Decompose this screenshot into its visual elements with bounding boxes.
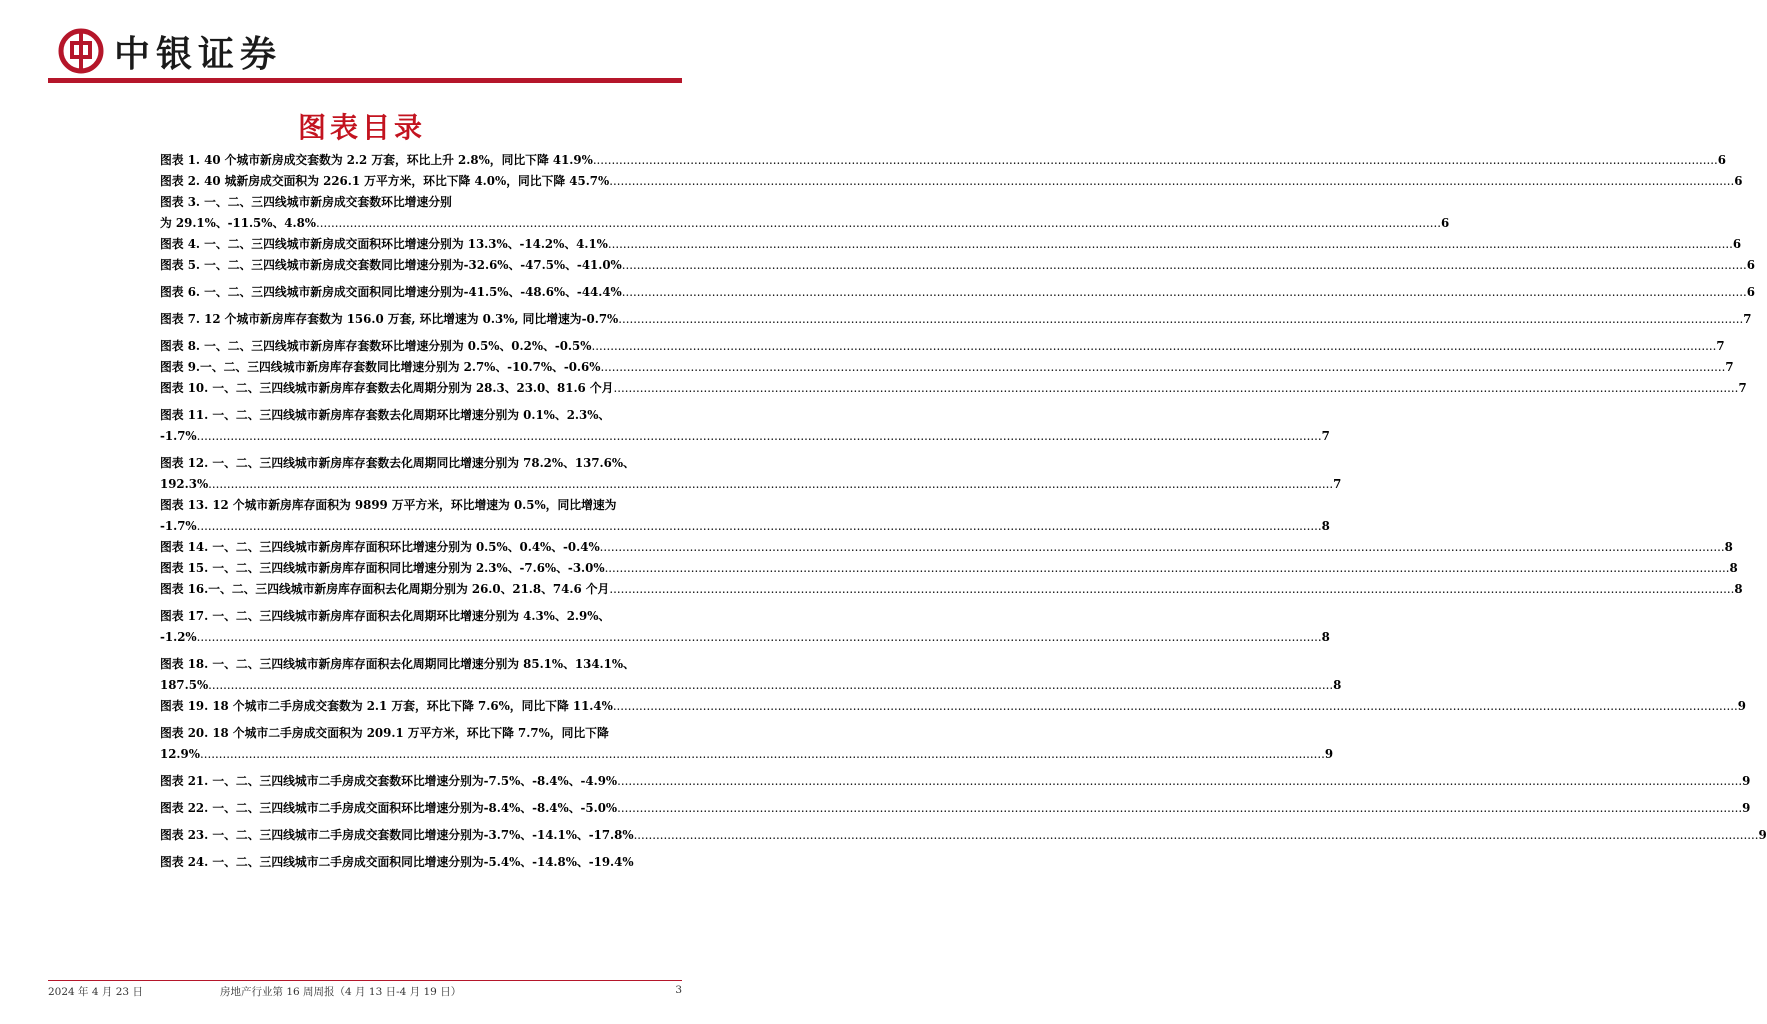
toc-entry[interactable] <box>160 150 1726 171</box>
toc-title: 图表目录 <box>297 111 426 144</box>
brand-name: 中银证券 <box>114 34 283 75</box>
dot-leader: ............................................................................................................................................................................................................................................................................................................ <box>591 339 1717 353</box>
toc-entry[interactable] <box>160 537 1733 558</box>
toc-entry-label: 图表 18. 一、二、三四线城市新房库存面积去化周期同比增速分别为 85.1%、134.1%、 <box>160 657 635 671</box>
page-footer <box>48 984 682 1002</box>
toc-entry-page: 8 <box>1729 561 1738 575</box>
dot-leader: ............................................................................................................................................................................................................................................................................................................ <box>612 699 1738 713</box>
toc-entry[interactable] <box>160 234 1742 255</box>
toc-entry-label: 图表 12. 一、二、三四线城市新房库存套数去化周期同比增速分别为 78.2%、137.6%、 <box>160 456 635 470</box>
dot-leader: ............................................................................................................................................................................................................................................................................................................ <box>208 477 1334 491</box>
toc-entry-page: 6 <box>1746 258 1755 272</box>
toc-entry[interactable] <box>160 798 1751 819</box>
toc-entry-page: 7 <box>1716 339 1725 353</box>
toc-entry[interactable] <box>160 558 1738 579</box>
toc-entry-page: 7 <box>1725 360 1734 374</box>
toc-entry-page: 9 <box>1324 747 1334 761</box>
toc-entry-label: 图表 14. 一、二、三四线城市新房库存面积环比增速分别为 0.5%、0.4%、-0.4% <box>160 540 600 554</box>
toc-entry[interactable] <box>160 336 1725 357</box>
toc-entry[interactable] <box>160 579 1743 600</box>
toc-entry-page: 6 <box>1717 153 1726 167</box>
dot-leader: ............................................................................................................................................................................................................................................................................................................ <box>316 216 1441 230</box>
toc-entry-label: 图表 8. 一、二、三四线城市新房库存套数环比增速分别为 0.5%、0.2%、-0.5% <box>160 339 592 353</box>
toc-entry[interactable] <box>160 723 1334 765</box>
bank-of-china-logo-icon <box>58 28 104 74</box>
toc-entry-label: 图表 17. 一、二、三四线城市新房库存面积去化周期环比增速分别为 4.3%、2.9%、 <box>160 609 611 623</box>
toc-entry-label: 图表 3. 一、二、三四线城市新房成交套数环比增速分别 <box>160 195 452 209</box>
toc-entry-page: 7 <box>1321 429 1330 443</box>
toc-entry-label: 图表 23. 一、二、三四线城市二手房成交套数同比增速分别为-3.7%、-14.1%、-17.8% <box>160 828 634 842</box>
toc-entry-page: 9 <box>1742 801 1751 815</box>
footer-page-number: 3 <box>675 984 682 996</box>
toc-entry-label: 图表 20. 18 个城市二手房成交面积为 209.1 万平方米，环比下降 7.7%，同比下降 <box>160 726 609 740</box>
toc-entry[interactable] <box>160 282 1755 303</box>
dot-leader: ............................................................................................................................................................................................................................................................................................................ <box>609 582 1735 596</box>
toc-entry-continuation: -1.7% <box>160 429 197 443</box>
dot-leader: ............................................................................................................................................................................................................................................................................................................ <box>617 801 1743 815</box>
footer-report-title: 房地产行业第 16 周周报（4 月 13 日-4 月 19 日） <box>220 986 462 998</box>
toc-entry[interactable] <box>160 357 1734 378</box>
toc-entry[interactable] <box>160 495 1330 537</box>
dot-leader: ............................................................................................................................................................................................................................................................................................................ <box>609 174 1735 188</box>
dot-leader: ............................................................................................................................................................................................................................................................................................................ <box>604 561 1730 575</box>
toc-entry-page: 6 <box>1734 174 1743 188</box>
toc-entry-page: 7 <box>1743 312 1752 326</box>
toc-entry-page: 8 <box>1321 630 1330 644</box>
toc-entry-label: 图表 1. 40 个城市新房成交套数为 2.2 万套，环比上升 2.8%，同比下降 41.9% <box>160 153 593 167</box>
toc-entry-label: 图表 24. 一、二、三四线城市二手房成交面积同比增速分别为-5.4%、-14.8%、-19.4% <box>160 855 634 869</box>
footer-date: 2024 年 4 月 23 日 <box>48 986 143 998</box>
toc-entry-page: 8 <box>1333 678 1342 692</box>
toc-entry-page: 8 <box>1321 519 1330 533</box>
toc-entry[interactable] <box>160 192 1450 234</box>
dot-leader: ............................................................................................................................................................................................................................................................................................................ <box>196 519 1322 533</box>
toc-entry-page: 6 <box>1440 216 1450 230</box>
toc-entry[interactable] <box>160 825 1767 846</box>
toc-entry[interactable] <box>160 378 1747 399</box>
toc-entry[interactable] <box>160 255 1755 276</box>
toc-entry[interactable] <box>160 771 1751 792</box>
toc-entry-page: 6 <box>1746 285 1755 299</box>
toc-entry[interactable] <box>160 453 1342 495</box>
toc-entry-label: 图表 2. 40 城新房成交面积为 226.1 万平方米，环比下降 4.0%，同比下降 45.7% <box>160 174 610 188</box>
toc-entry-label: 图表 11. 一、二、三四线城市新房库存套数去化周期环比增速分别为 0.1%、2.3%、 <box>160 408 611 422</box>
toc-entry[interactable] <box>160 654 1342 696</box>
toc-entry[interactable] <box>160 852 684 873</box>
toc-entry-page: 8 <box>1724 540 1733 554</box>
header-divider <box>48 78 682 83</box>
page-header <box>0 0 724 90</box>
toc-entry-label: 图表 10. 一、二、三四线城市新房库存套数去化周期分别为 28.3、23.0、81.6 个月 <box>160 381 614 395</box>
toc-entry-continuation: -1.7% <box>160 519 197 533</box>
toc-entry-continuation: 12.9% <box>160 747 200 761</box>
dot-leader: ............................................................................................................................................................................................................................................................................................................ <box>613 381 1739 395</box>
toc-entry-page: 9 <box>1742 774 1751 788</box>
toc-entry-label: 图表 4. 一、二、三四线城市新房成交面积环比增速分别为 13.3%、-14.2%、4.1% <box>160 237 608 251</box>
toc-entry[interactable] <box>160 171 1743 192</box>
table-of-figures <box>160 150 1767 873</box>
dot-leader: ............................................................................................................................................................................................................................................................................................................ <box>600 360 1726 374</box>
toc-entry-continuation: 192.3% <box>160 477 209 491</box>
toc-entry-label: 图表 7. 12 个城市新房库存套数为 156.0 万套, 环比增速为 0.3%, 同比增速为-0.7% <box>160 312 619 326</box>
toc-entry-label: 图表 9.一、二、三四线城市新房库存套数同比增速分别为 2.7%、-10.7%、-0.6% <box>160 360 601 374</box>
dot-leader: ............................................................................................................................................................................................................................................................................................................ <box>607 237 1733 251</box>
toc-entry-continuation: -1.2% <box>160 630 197 644</box>
toc-entry-continuation: 187.5% <box>160 678 209 692</box>
toc-entry-label: 图表 6. 一、二、三四线城市新房成交面积同比增速分别为-41.5%、-48.6%、-44.4% <box>160 285 622 299</box>
dot-leader: ............................................................................................................................................................................................................................................................................................................ <box>617 774 1743 788</box>
toc-entry[interactable] <box>160 405 1330 447</box>
toc-entry-page: 8 <box>1734 582 1743 596</box>
toc-entry[interactable] <box>160 606 1330 648</box>
toc-entry-page: 6 <box>1732 237 1742 251</box>
toc-entry-page: 7 <box>1738 381 1747 395</box>
toc-entry-label: 图表 13. 12 个城市新房库存面积为 9899 万平方米，环比增速为 0.5%，同比增速为 <box>160 498 617 512</box>
toc-entry-continuation: 为 29.1%、-11.5%、4.8% <box>160 216 317 230</box>
toc-entry-label: 图表 22. 一、二、三四线城市二手房成交面积环比增速分别为-8.4%、-8.4%、-5.0% <box>160 801 618 815</box>
toc-entry-page: 7 <box>1333 477 1342 491</box>
dot-leader: ............................................................................................................................................................................................................................................................................................................ <box>199 747 1325 761</box>
dot-leader: ............................................................................................................................................................................................................................................................................................................ <box>621 285 1747 299</box>
dot-leader: ............................................................................................................................................................................................................................................................................................................ <box>621 258 1747 272</box>
toc-entry-page: 9 <box>1758 828 1767 842</box>
dot-leader: ............................................................................................................................................................................................................................................................................................................ <box>633 828 1759 842</box>
dot-leader: ............................................................................................................................................................................................................................................................................................................ <box>196 630 1322 644</box>
footer-divider <box>48 980 682 981</box>
toc-entry-label: 图表 5. 一、二、三四线城市新房成交套数同比增速分别为-32.6%、-47.5%、-41.0% <box>160 258 622 272</box>
toc-entry-label: 图表 16.一、二、三四线城市新房库存面积去化周期分别为 26.0、21.8、74.6 个月 <box>160 582 610 596</box>
toc-entry-label: 图表 21. 一、二、三四线城市二手房成交套数环比增速分别为-7.5%、-8.4%、-4.9% <box>160 774 618 788</box>
toc-entry-label: 图表 15. 一、二、三四线城市新房库存面积同比增速分别为 2.3%、-7.6%、-3.0% <box>160 561 605 575</box>
dot-leader: ............................................................................................................................................................................................................................................................................................................ <box>618 312 1744 326</box>
toc-entry-label: 图表 19. 18 个城市二手房成交套数为 2.1 万套，环比下降 7.6%，同比下降 11.4% <box>160 699 613 713</box>
dot-leader: ............................................................................................................................................................................................................................................................................................................ <box>196 429 1322 443</box>
dot-leader: ............................................................................................................................................................................................................................................................................................................ <box>599 540 1725 554</box>
toc-entry[interactable] <box>160 696 1746 717</box>
toc-entry-page: 9 <box>1737 699 1746 713</box>
toc-entry[interactable] <box>160 309 1752 330</box>
dot-leader: ............................................................................................................................................................................................................................................................................................................ <box>208 678 1334 692</box>
dot-leader: ............................................................................................................................................................................................................................................................................................................ <box>592 153 1718 167</box>
